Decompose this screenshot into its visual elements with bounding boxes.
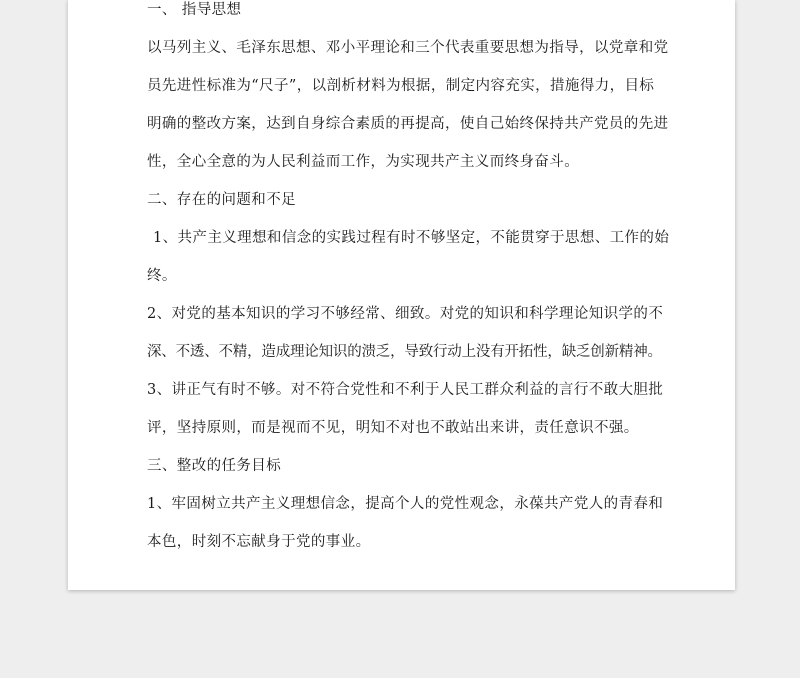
paragraph-line: 1、共产主义理想和信念的实践过程有时不够坚定，不能贯穿于思想、工作的始 xyxy=(153,230,670,246)
paragraph-line: 评，坚持原则，而是视而不见，明知不对也不敢站出来讲，责任意识不强。 xyxy=(147,420,639,436)
paragraph-line: 以马列主义、毛泽东思想、邓小平理论和三个代表重要思想为指导，以党章和党 xyxy=(147,40,669,56)
paragraph-line: 终。 xyxy=(147,268,177,284)
paragraph-line: 性，全心全意的为人民利益而工作，为实现共产主义而终身奋斗。 xyxy=(147,154,580,170)
heading-guiding-ideology: 一、 指导思想 xyxy=(147,2,242,18)
paragraph-line: 1、牢固树立共产主义理想信念，提高个人的党性观念，永葆共产党人的青春和 xyxy=(147,496,664,512)
paragraph-line: 2、对党的基本知识的学习不够经常、细致。对党的知识和科学理论知识学的不 xyxy=(147,306,664,322)
document-body xyxy=(147,0,670,561)
heading-problems: 二、存在的问题和不足 xyxy=(147,192,296,208)
document-page xyxy=(68,0,735,590)
paragraph-line: 3、讲正气有时不够。对不符合党性和不利于人民工群众利益的言行不敢大胆批 xyxy=(147,382,664,398)
paragraph-line: 深、不透、不精，造成理论知识的溃乏，导致行动上没有开拓性，缺乏创新精神。 xyxy=(147,344,662,360)
paragraph-line: 员先进性标准为“尺子”，以剖析材料为根据，制定内容充实，措施得力，目标 xyxy=(147,78,655,94)
heading-rectification-goals: 三、整改的任务目标 xyxy=(147,458,282,474)
paragraph-line: 明确的整改方案，达到自身综合素质的再提高，使自己始终保持共产党员的先进 xyxy=(147,116,669,132)
paragraph-line: 本色，时刻不忘献身于党的事业。 xyxy=(147,534,371,550)
